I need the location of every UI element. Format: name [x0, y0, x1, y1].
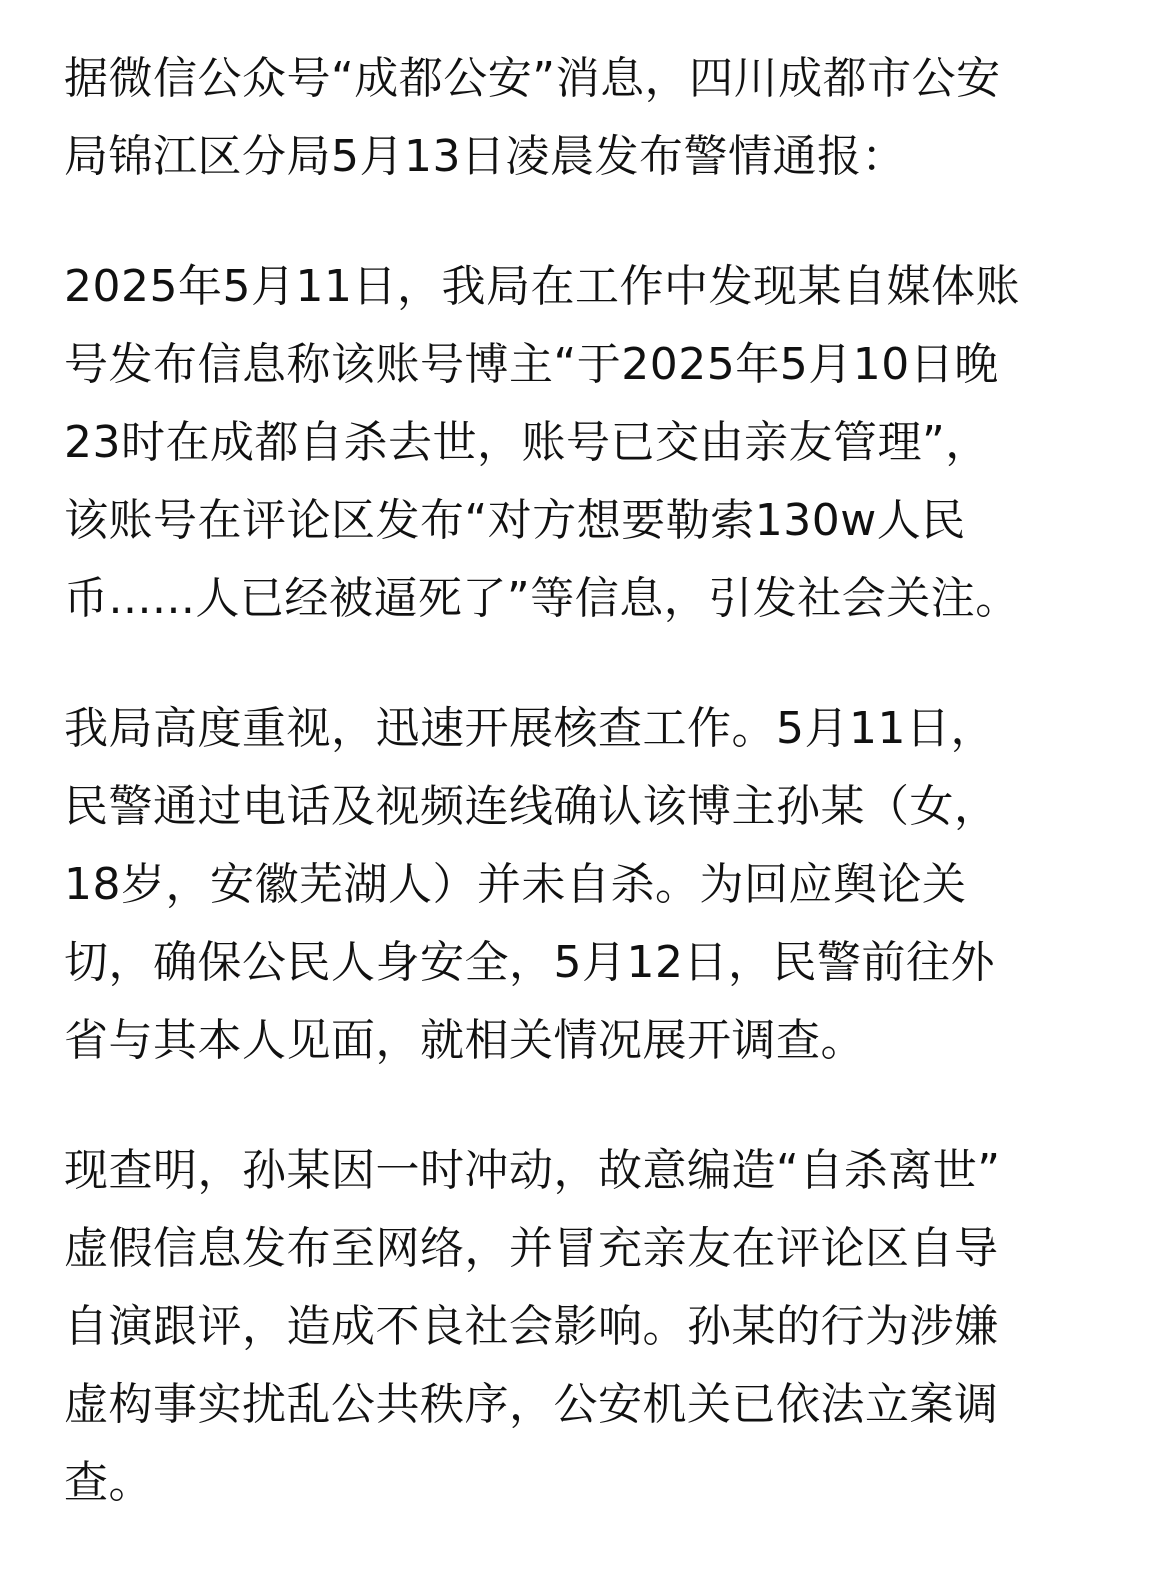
paragraph-gap — [64, 1080, 1110, 1132]
paragraph-gap — [64, 638, 1110, 690]
text-line: 民警通过电话及视频连线确认该博主孙某（女， — [64, 781, 999, 832]
text-line: 号发布信息称该账号博主“于2025年5月10日晚 — [64, 339, 999, 390]
text-line: 该账号在评论区发布“对方想要勒索130w人民 — [64, 495, 966, 546]
text-line: 币......人已经被逼死了”等信息，引发社会关注。 — [64, 573, 1020, 624]
text-line: 23时在成都自杀去世，账号已交由亲友管理”， — [64, 417, 990, 468]
text-line: 虚假信息发布至网络，并冒充亲友在评论区自导 — [64, 1223, 999, 1274]
paragraph-intro — [64, 40, 1110, 196]
text-line: 查。 — [64, 1457, 153, 1508]
paragraph-gap — [64, 196, 1110, 248]
text-line: 2025年5月11日，我局在工作中发现某自媒体账 — [64, 261, 1020, 312]
text-line: 自演跟评，造成不良社会影响。孙某的行为涉嫌 — [64, 1301, 999, 1352]
text-line: 虚构事实扰乱公共秩序，公安机关已依法立案调 — [64, 1379, 999, 1430]
paragraph-verification — [64, 690, 1110, 1080]
paragraph-discovery — [64, 248, 1110, 638]
text-line: 我局高度重视，迅速开展核查工作。5月11日， — [64, 703, 995, 754]
text-line: 现查明，孙某因一时冲动，故意编造“自杀离世” — [64, 1145, 1001, 1196]
text-line: 切，确保公民人身安全，5月12日，民警前往外 — [64, 937, 995, 988]
text-line: 据微信公众号“成都公安”消息，四川成都市公安 — [64, 53, 1001, 104]
paragraph-conclusion — [64, 1132, 1110, 1522]
text-line: 局锦江区分局5月13日凌晨发布警情通报： — [64, 131, 906, 182]
text-line: 省与其本人见面，就相关情况展开调查。 — [64, 1015, 865, 1066]
text-line: 18岁，安徽芜湖人）并未自杀。为回应舆论关 — [64, 859, 967, 910]
